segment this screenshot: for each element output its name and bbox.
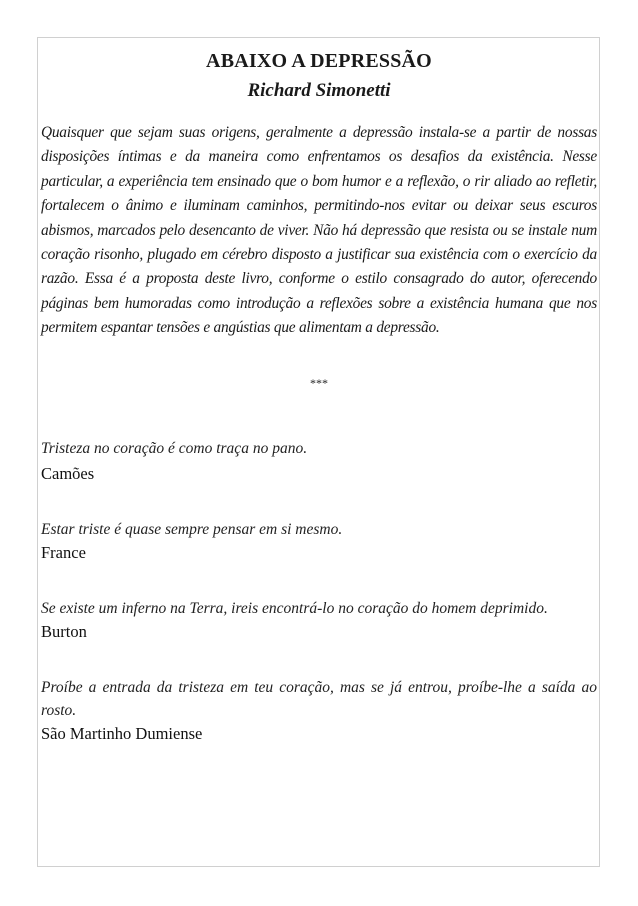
quote-author: Burton xyxy=(41,621,87,641)
quote-author: São Martinho Dumiense xyxy=(41,723,203,743)
quote-text: Estar triste é quase sempre pensar em si mesmo. xyxy=(41,520,343,538)
quote-author: Camões xyxy=(41,463,95,483)
document-title: ABAIXO A DEPRESSÃO xyxy=(206,50,432,72)
quote-text: Tristeza no coração é como traça no pano. xyxy=(41,439,308,457)
synopsis-paragraph: Quaisquer que sejam suas origens, geralmente a depressão instala-se a partir de nossas disposições íntimas e da maneira como enfrentamos os desafios da existência. Nesse particular, a experiência tem ensinado que o bom humor e a reflexão, o rir aliado ao refletir, fortalecem o ânimo e iluminam caminhos, permitindo-nos evitar ou deixar seus escuros abismos, marcados pelo desencanto de viver. Não há depressão que resista ou se instale num coração risonho, plugado em cérebro disposto a justificar sua existência com o exercício da razão. Essa é a proposta deste livro, conforme o estilo consagrado do autor, oferecendo páginas bem humoradas como introdução a reflexões sobre a existência humana que nos permitem espantar tensões e angústias que alimentam a depressão. xyxy=(41,124,597,337)
quote-block xyxy=(41,518,597,565)
document-author: Richard Simonetti xyxy=(247,80,391,101)
quote-block xyxy=(41,597,597,644)
document-content xyxy=(41,49,597,746)
quote-block xyxy=(41,676,597,746)
quote-author: France xyxy=(41,542,86,562)
quote-text: Se existe um inferno na Terra, ireis encontrá-lo no coração do homem deprimido. xyxy=(41,599,548,617)
section-separator: *** xyxy=(310,375,328,390)
quote-text: Proíbe a entrada da tristeza em teu coração, mas se já entrou, proíbe-lhe a saída ao rosto. xyxy=(41,678,597,719)
quote-block xyxy=(41,437,597,486)
